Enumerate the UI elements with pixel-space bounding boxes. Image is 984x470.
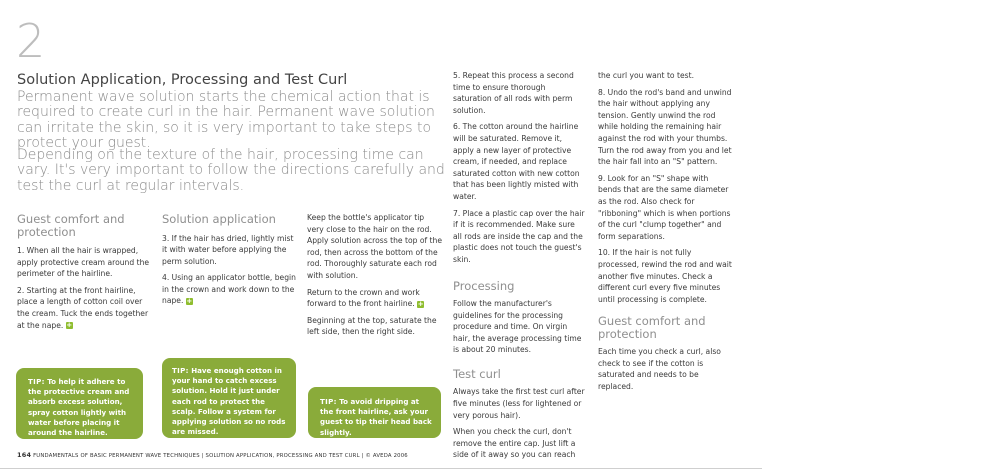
tip-text: To help it adhere to the protective cream and absorb excess solution, spray cotton lightly with water before placing it around the hairline. — [28, 377, 130, 438]
step-5: 5. Repeat this process a second time to ensure thorough saturation of all rods with perm solution. — [453, 71, 574, 115]
page-footer — [17, 451, 408, 459]
test-curl-continued: the curl you want to test. — [598, 71, 694, 80]
saturate-sides-para: Beginning at the top, saturate the left side, then the right side. — [307, 315, 437, 337]
page-number: 164 — [17, 451, 32, 459]
tip-text: To avoid dripping at the front hairline, ask your guest to tip their head back slightly. — [320, 397, 432, 437]
return-crown-para: Return to the crown and work forward to the front hairline. + — [307, 287, 424, 309]
step-9: 9. Look for an "S" shape with bends that are the same diameter as the rod. Also check for "ribboning" which is when portions of the curl "clump together" and form separations. — [598, 173, 731, 241]
tip-box-2 — [162, 358, 296, 438]
footer-text: FUNDAMENTALS OF BASIC PERMANENT WAVE TECHNIQUES | SOLUTION APPLICATION, PROCESSING AND TEST CURL | © AVEDA 2006 — [33, 453, 408, 459]
page-divider — [0, 468, 762, 469]
plus-icon: + — [417, 299, 424, 308]
plus-icon: + — [186, 296, 193, 305]
step-8: 8. Undo the rod's band and unwind the hair without applying any tension. Gently unwind the rod while holding the remaining hair against the rod with your thumbs. Turn the rod away from you and let the hair fall into an "S" pattern. — [598, 87, 732, 167]
processing-para: Follow the manufacturer's guidelines for the processing procedure and time. On virgin hair, the average processing time is about 20 minutes. — [453, 299, 582, 355]
tip-label: TIP: — [28, 377, 45, 386]
step-4: 4. Using an applicator bottle, begin in the crown and work down to the nape. + — [162, 273, 296, 306]
column-test-curl-continued — [598, 70, 732, 398]
step-7: 7. Place a plastic cap over the hair if it is recommended. Make sure all rods are inside the cap and the plastic does not touch the guest's skin. — [453, 208, 585, 264]
tip-label: TIP: — [320, 397, 337, 406]
column-processing — [453, 70, 585, 466]
column-application-continued — [307, 212, 443, 343]
cotton-check-para: Each time you check a curl, also check to see if the cotton is saturated and needs to be replaced. — [598, 347, 721, 392]
test-curl-heading: Test curl — [453, 366, 501, 381]
test-curl-para-1: Always take the first test curl after five minutes (less for lightened or very porous hair). — [453, 387, 585, 420]
tip-text: Have enough cotton in your hand to catch excess solution. Hold it just under each rod to protect the scalp. Follow a system for applying solution so no rods are missed. — [172, 366, 286, 437]
intro-paragraph-2: Depending on the texture of the hair, processing time can vary. It's very important to follow the directions carefully and test the curl at regular intervals. — [17, 147, 445, 194]
step-2: 2. Starting at the front hairline, place a length of cotton coil over the cream. Tuck the ends together at the nape. + — [17, 285, 149, 330]
chapter-number: 2 — [16, 14, 46, 68]
section-title: Solution Application, Processing and Test Curl — [17, 72, 348, 88]
step-3: 3. If the hair has dried, lightly mist it with water before applying the perm solution. — [162, 233, 294, 266]
applicator-para: Keep the bottle's applicator tip very close to the hair on the rod. Apply solution across the top of the rod, then across the bottom of the rod. Thoroughly saturate each rod with solution. — [307, 213, 443, 280]
step-1: 1. When all the hair is wrapped, apply protective cream around the perimeter of the hairline. — [17, 246, 150, 279]
plus-icon: + — [66, 321, 73, 330]
guest-comfort-heading-2: Guest comfort and protection — [598, 314, 706, 341]
column-guest-comfort — [17, 213, 153, 336]
guest-comfort-heading: Guest comfort and protection — [17, 212, 125, 239]
tip-label: TIP: — [172, 366, 189, 375]
intro-paragraph-1: Permanent wave solution starts the chemical action that is required to create curl in the hair. Permanent wave solution can irritate the skin, so it is very important to take steps to protect your guest. — [17, 89, 435, 152]
step-10: 10. If the hair is not fully processed, rewind the rod and wait another five minutes. Check a different curl every five minutes until processing is complete. — [598, 248, 732, 304]
tip-box-1 — [16, 368, 143, 439]
processing-heading: Processing — [453, 278, 515, 293]
step-6: 6. The cotton around the hairline will be saturated. Remove it, apply a new layer of protective cream, if needed, and replace saturated cotton with new cotton that has been lightly misted with water. — [453, 122, 580, 201]
test-curl-para-2: When you check the curl, don't remove the entire cap. Just lift a side of it away so you can reach — [453, 427, 576, 460]
column-solution-application — [162, 213, 296, 312]
solution-application-heading: Solution application — [162, 212, 276, 226]
tip-box-3 — [308, 387, 441, 438]
